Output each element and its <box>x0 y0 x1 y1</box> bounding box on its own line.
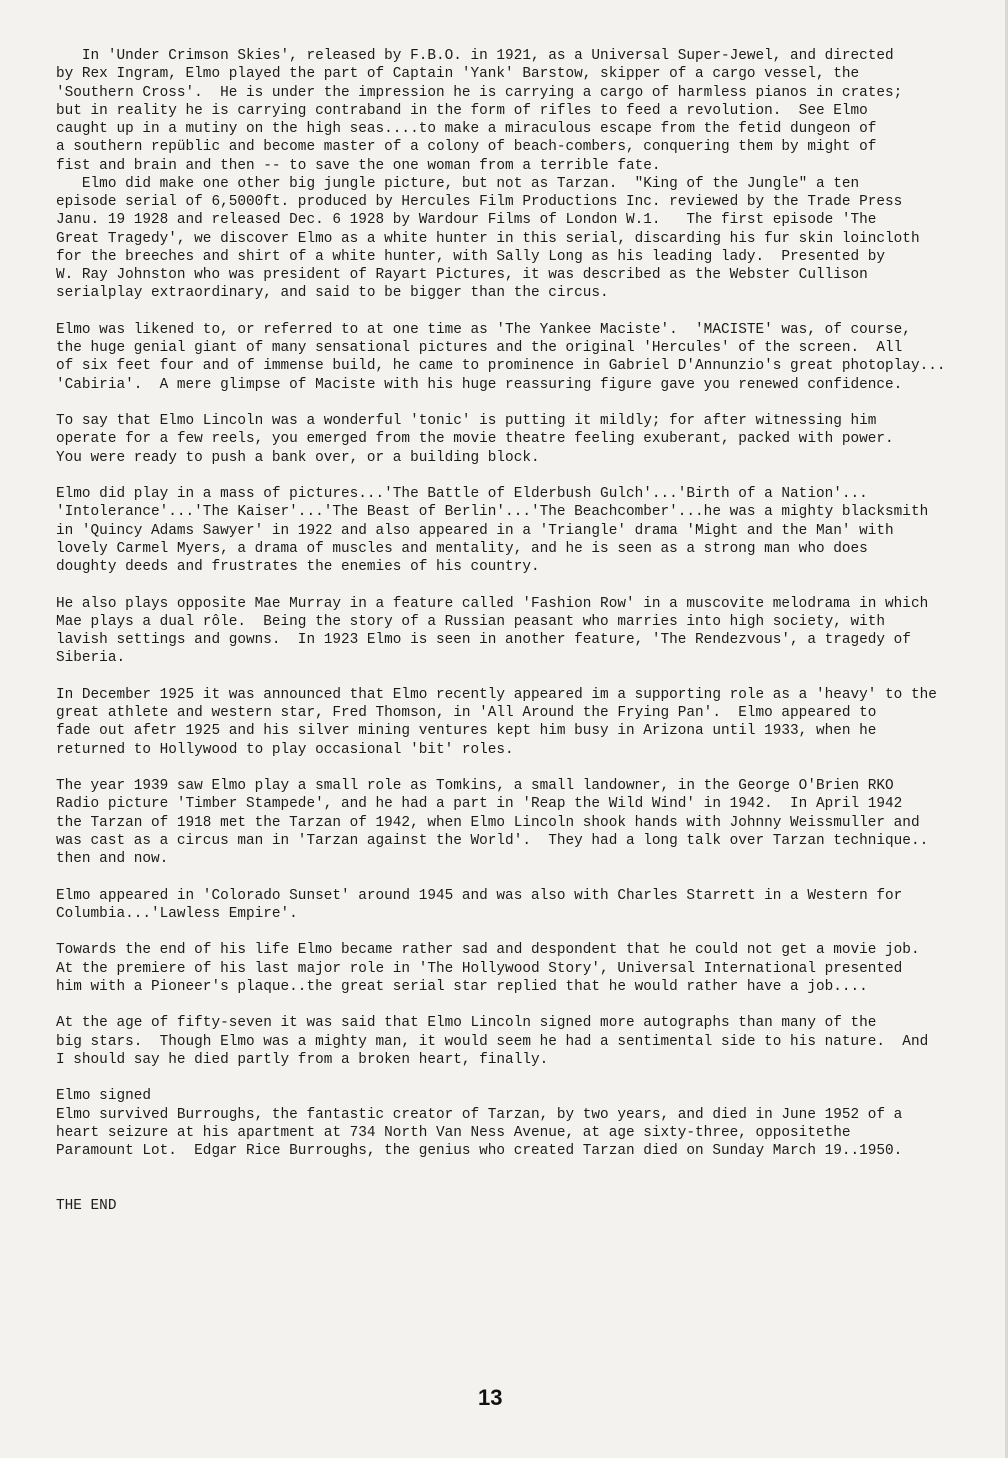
text-line: To say that Elmo Lincoln was a wonderful 'tonic' is putting it mildly; for after witnessing him <box>56 413 877 429</box>
text-line: him with a Pioneer's plaque..the great serial star replied that he would rather have a job.... <box>56 978 868 995</box>
text-line: Towards the end of his life Elmo became rather sad and despondent that he could not get a movie job. <box>56 942 920 959</box>
text-line: In 'Under Crimson Skies', released by F.B.O. in 1921, as a Universal Super-Jewel, and directed <box>56 48 894 64</box>
text-line: returned to Hollywood to play occasional 'bit' roles. <box>56 741 514 758</box>
text-line: THE END <box>56 1197 117 1214</box>
text-line: Siberia. <box>56 650 126 667</box>
text-line: the huge genial giant of many sensational pictures and the original 'Hercules' of the screen. All <box>56 340 903 356</box>
text-line: a southern repüblic and become master of a colony of beach-combers, conquering them by might of <box>56 139 877 156</box>
text-line: caught up in a mutiny on the high seas....to make a miraculous escape from the fetid dungeon of <box>56 121 877 137</box>
text-line: the Tarzan of 1918 met the Tarzan of 1942, when Elmo Lincoln shook hands with Johnny Weissmuller and <box>56 814 920 831</box>
text-line: operate for a few reels, you emerged from the movie theatre feeling exuberant, packed with power. <box>56 431 894 448</box>
text-line: fist and brain and then -- to save the one woman from a terrible fate. <box>56 157 661 174</box>
text-line: Janu. 19 1928 and released Dec. 6 1928 by Wardour Films of London W.1. The first episode 'The <box>56 212 877 229</box>
text-line: Great Tragedy', we discover Elmo as a white hunter in this serial, discarding his fur skin loincloth <box>56 230 920 247</box>
text-line: Elmo signed <box>56 1088 151 1105</box>
text-line: Columbia...'Lawless Empire'. <box>56 905 298 922</box>
page-number: 13 <box>478 1385 503 1410</box>
text-line: Mae plays a dual rôle. Being the story of a Russian peasant who marries into high society, with <box>56 613 886 630</box>
text-line: of six feet four and of immense build, he came to prominence in Gabriel D'Annunzio's great photoplay... <box>56 358 946 375</box>
text-line: great athlete and western star, Fred Thomson, in 'All Around the Frying Pan'. Elmo appeared to <box>56 705 877 721</box>
text-line: 'Southern Cross'. He is under the impression he is carrying a cargo of harmless pianos in crates; <box>56 84 903 101</box>
text-line: doughty deeds and frustrates the enemies of his country. <box>56 559 540 575</box>
text-line: then and now. <box>56 851 169 867</box>
text-line: lavish settings and gowns. In 1923 Elmo is seen in another feature, 'The Rendezvous', a tragedy of <box>56 632 911 648</box>
text-line: You were ready to push a bank over, or a building block. <box>56 449 540 466</box>
text-line: but in reality he is carrying contraband in the form of rifles to feed a revolution. See Elmo <box>56 102 868 119</box>
text-line: lovely Carmel Myers, a drama of muscles and mentality, and he is seen as a strong man who does <box>56 540 868 557</box>
text-line: by Rex Ingram, Elmo played the part of Captain 'Yank' Barstow, skipper of a cargo vessel, the <box>56 66 860 83</box>
text-line: for the breeches and shirt of a white hunter, with Sally Long as his leading lady. Presented by <box>56 248 886 265</box>
text-line: 'Cabiria'. A mere glimpse of Maciste with his huge reassuring figure gave you renewed confidence. <box>56 376 903 393</box>
text-line: Radio picture 'Timber Stampede', and he had a part in 'Reap the Wild Wind' in 1942. In April 1942 <box>56 796 903 813</box>
text-line: 'Intolerance'...'The Kaiser'...'The Beast of Berlin'...'The Beachcomber'...he was a mighty blacksmith <box>56 504 929 521</box>
text-line: in 'Quincy Adams Sawyer' in 1922 and also appeared in a 'Triangle' drama 'Might and the Man' with <box>56 522 894 539</box>
text-line: Elmo appeared in 'Colorado Sunset' around 1945 and was also with Charles Starrett in a Western for <box>56 887 903 904</box>
text-line: serialplay extraordinary, and said to be bigger than the circus. <box>56 285 609 302</box>
text-line: fade out afetr 1925 and his silver mining ventures kept him busy in Arizona until 1933, when he <box>56 723 877 740</box>
text-line: He also plays opposite Mae Murray in a feature called 'Fashion Row' in a muscovite melodrama in which <box>56 595 929 612</box>
text-line: was cast as a circus man in 'Tarzan against the World'. They had a long talk over Tarzan technique.. <box>56 832 929 849</box>
text-line: big stars. Though Elmo was a mighty man, it would seem he had a sentimental side to his nature. And <box>56 1033 929 1050</box>
text-line: Elmo did play in a mass of pictures...'The Battle of Elderbush Gulch'...'Birth of a Nation'... <box>56 486 868 502</box>
text-line: episode serial of 6,5000ft. produced by Hercules Film Productions Inc. reviewed by the Trade Press <box>56 194 903 210</box>
text-line: heart seizure at his apartment at 734 North Van Ness Avenue, at age sixty-three, oppositethe <box>56 1124 851 1141</box>
text-line: Paramount Lot. Edgar Rice Burroughs, the genius who created Tarzan died on Sunday March 19..1950. <box>56 1143 903 1159</box>
text-line: At the age of fifty-seven it was said that Elmo Lincoln signed more autographs than many of the <box>56 1015 877 1032</box>
text-line: Elmo was likened to, or referred to at one time as 'The Yankee Maciste'. 'MACISTE' was, of course, <box>56 321 911 338</box>
text-line: W. Ray Johnston who was president of Rayart Pictures, it was described as the Webster Cullison <box>56 267 868 283</box>
text-line: Elmo survived Burroughs, the fantastic creator of Tarzan, by two years, and died in June 1952 of a <box>56 1106 903 1123</box>
text-line: I should say he died partly from a broken heart, finally. <box>56 1051 549 1068</box>
text-line: The year 1939 saw Elmo play a small role as Tomkins, a small landowner, in the George O'Brien RKO <box>56 778 894 794</box>
text-line: In December 1925 it was announced that Elmo recently appeared im a supporting role as a 'heavy' to the <box>56 686 937 703</box>
text-line: At the premiere of his last major role in 'The Hollywood Story', Universal International presented <box>56 960 903 977</box>
text-line: Elmo did make one other big jungle picture, but not as Tarzan. "King of the Jungle" a ten <box>56 175 860 192</box>
